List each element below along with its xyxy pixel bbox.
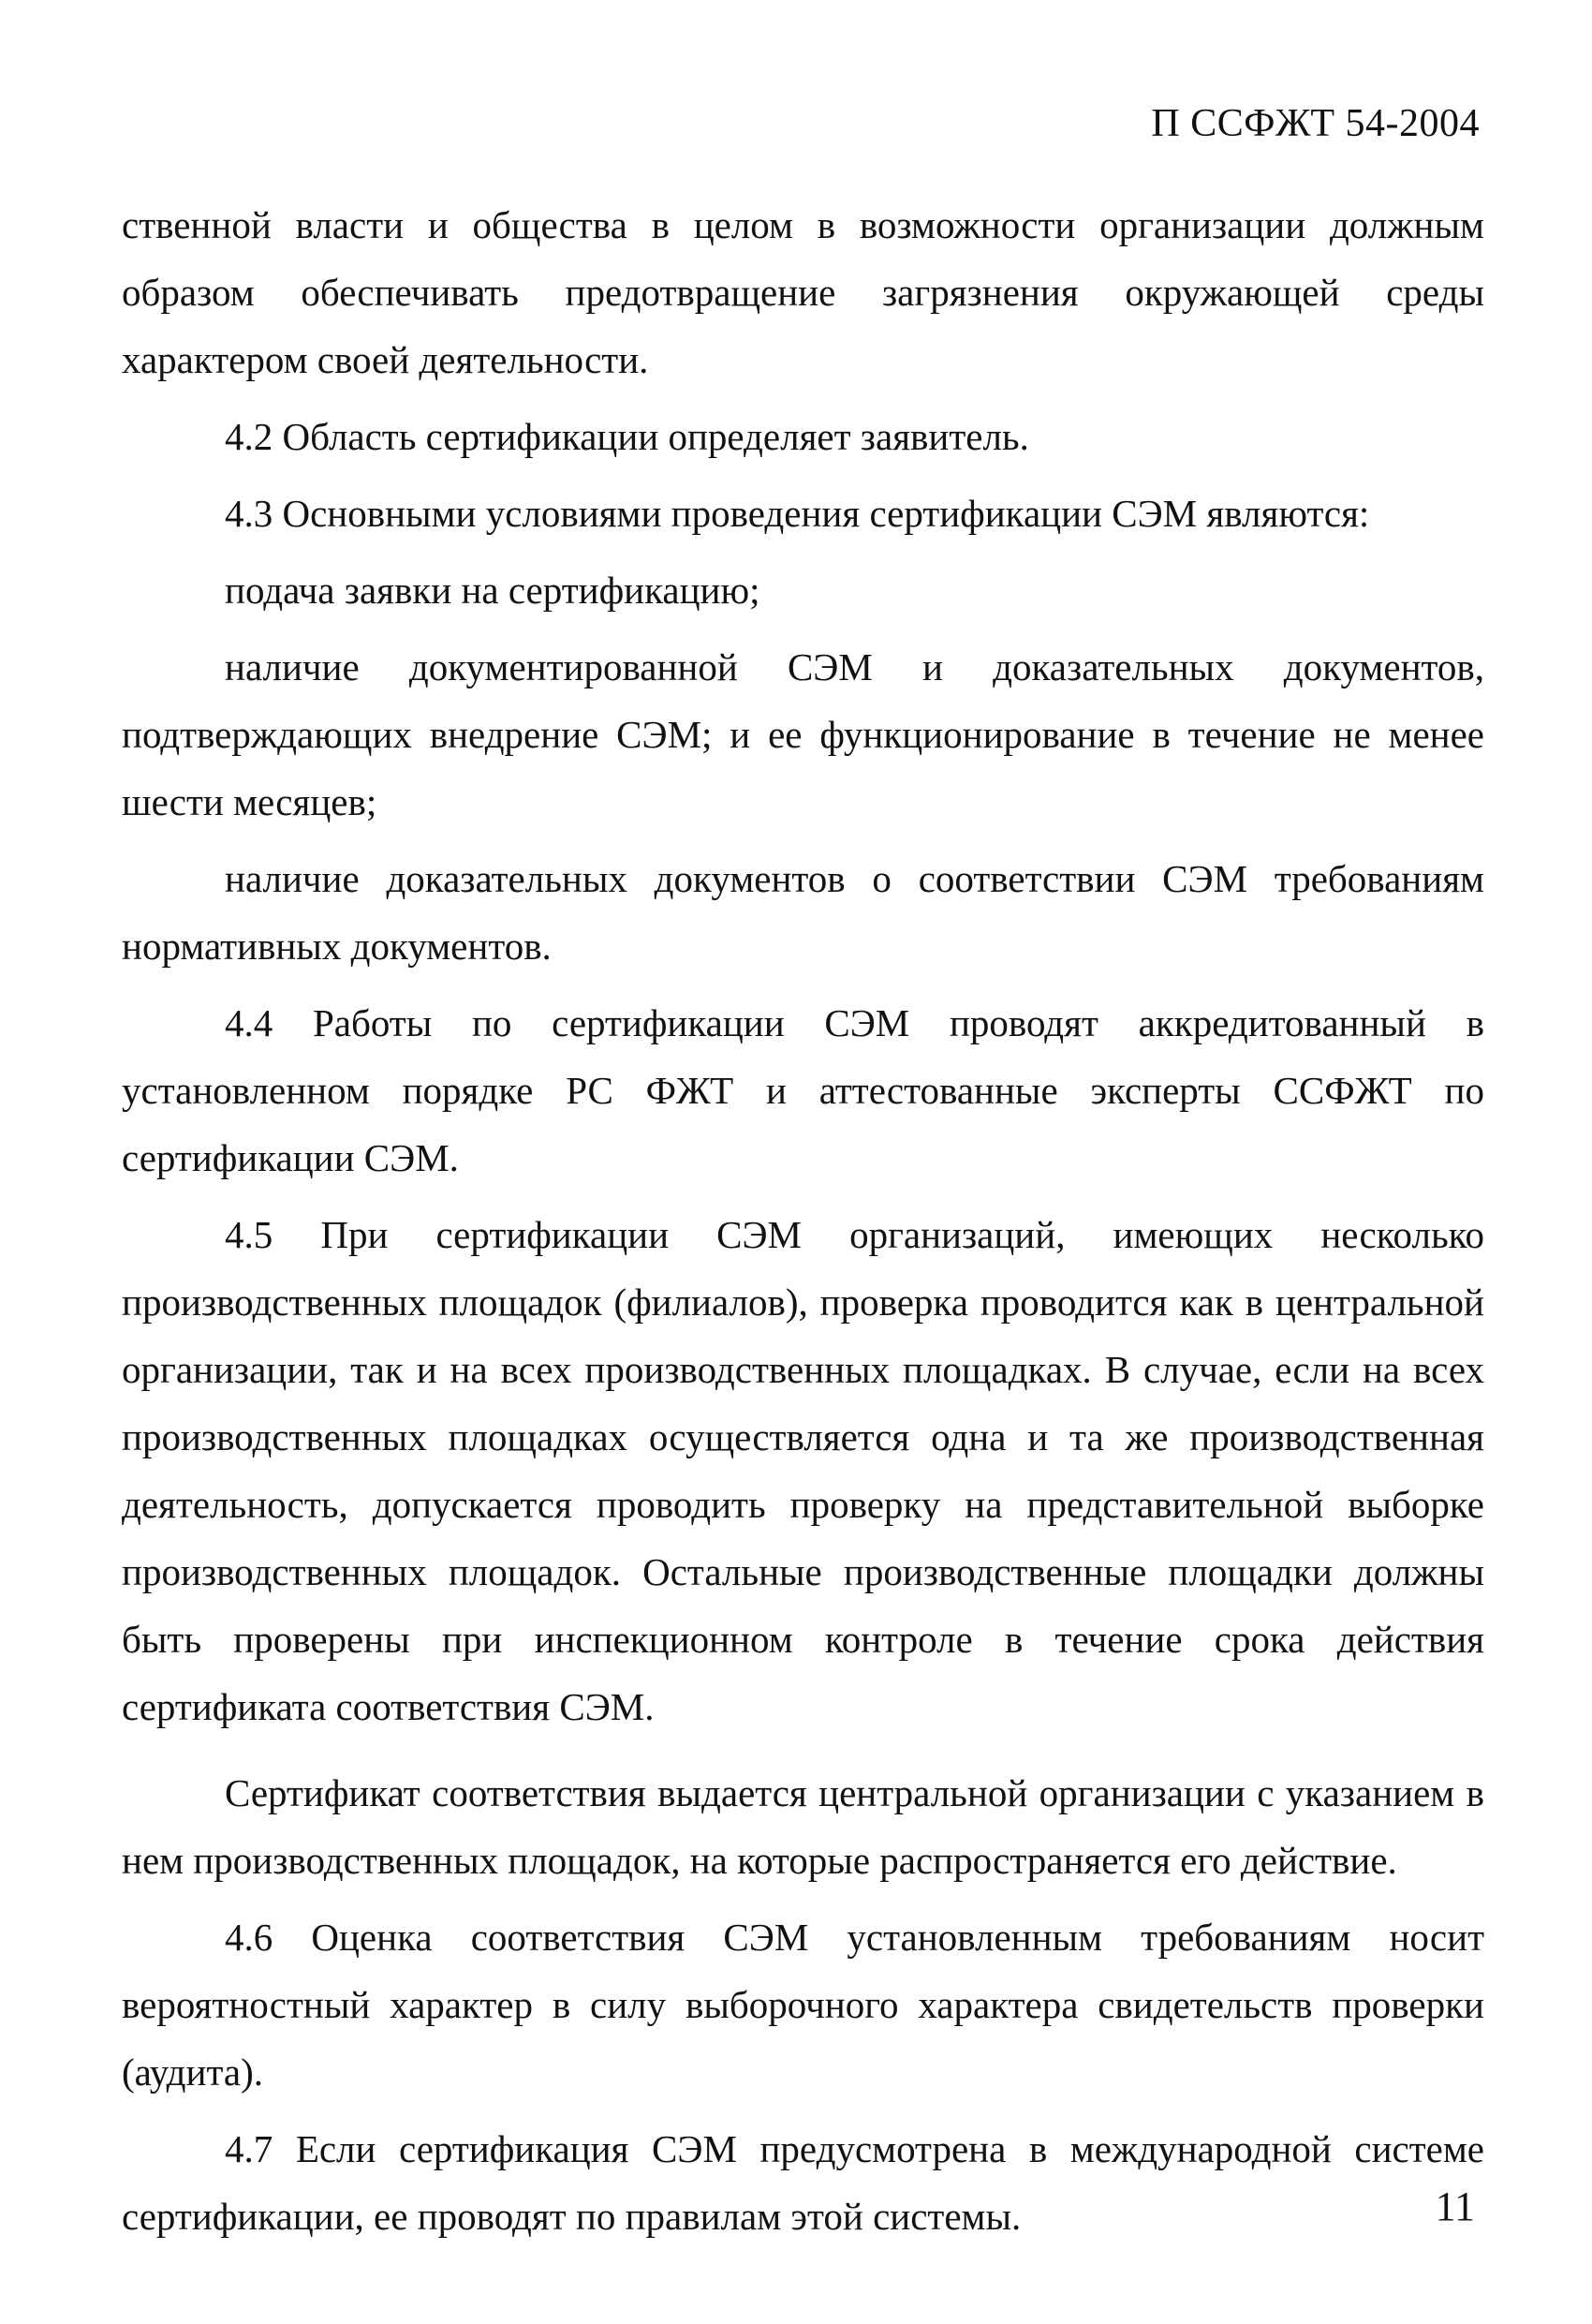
document-code-header: П ССФЖТ 54-2004 bbox=[1151, 102, 1480, 145]
paragraph-4-4: 4.4 Работы по сертификации СЭМ проводят аккредитованный в установленном порядке РС ФЖТ и аттестованные эксперты ССФЖТ по сертификации СЭМ. bbox=[122, 1001, 1484, 1179]
paragraph-4-6: 4.6 Оценка соответствия СЭМ установленным требованиям носит вероятностный характер в силу выборочного характера свидетельств проверки (аудита). bbox=[122, 1916, 1484, 2094]
paragraph-4-3: 4.3 Основными условиями проведения сертификации СЭМ являются: bbox=[225, 492, 1370, 535]
paragraph-4-5: 4.5 При сертификации СЭМ организаций, имеющих несколько производственных площадок (филиалов), проверка проводится как в центральной организации, так и на всех производственных площадках. В случае, если на всех производственных площадках осуществляется одна и та же производственная деятельность, допускается проводить проверку на представительной выборке производственных площадок. Остальные производственные площадки должны быть проверены при инспекционном контроле в течение срока действия сертификата соответствия СЭМ. bbox=[122, 1213, 1484, 1728]
paragraph-4-2: 4.2 Область сертификации определяет заявитель. bbox=[225, 415, 1029, 458]
paragraph-certificate: Сертификат соответствия выдается центральной организации с указанием в нем производственных площадок, на которые распространяется его действие. bbox=[122, 1771, 1484, 1882]
document-body bbox=[122, 191, 1484, 2259]
list-item-documented-sem: наличие документированной СЭМ и доказательных документов, подтверждающих внедрение СЭМ; и ее функционирование в течение не менее шести месяцев; bbox=[122, 645, 1484, 823]
list-item-evidence-documents: наличие доказательных документов о соответствии СЭМ требованиям нормативных документов. bbox=[122, 857, 1484, 968]
paragraph-continuation: ственной власти и общества в целом в возможности организации должным образом обеспечивать предотвращение загрязнения окружающей среды характером своей деятельности. bbox=[122, 203, 1484, 381]
paragraph-4-7: 4.7 Если сертификация СЭМ предусмотрена в международной системе сертификации, ее проводят по правилам этой системы. bbox=[122, 2127, 1484, 2238]
list-item-application: подача заявки на сертификацию; bbox=[225, 569, 760, 612]
page-number: 11 bbox=[1435, 2183, 1475, 2229]
